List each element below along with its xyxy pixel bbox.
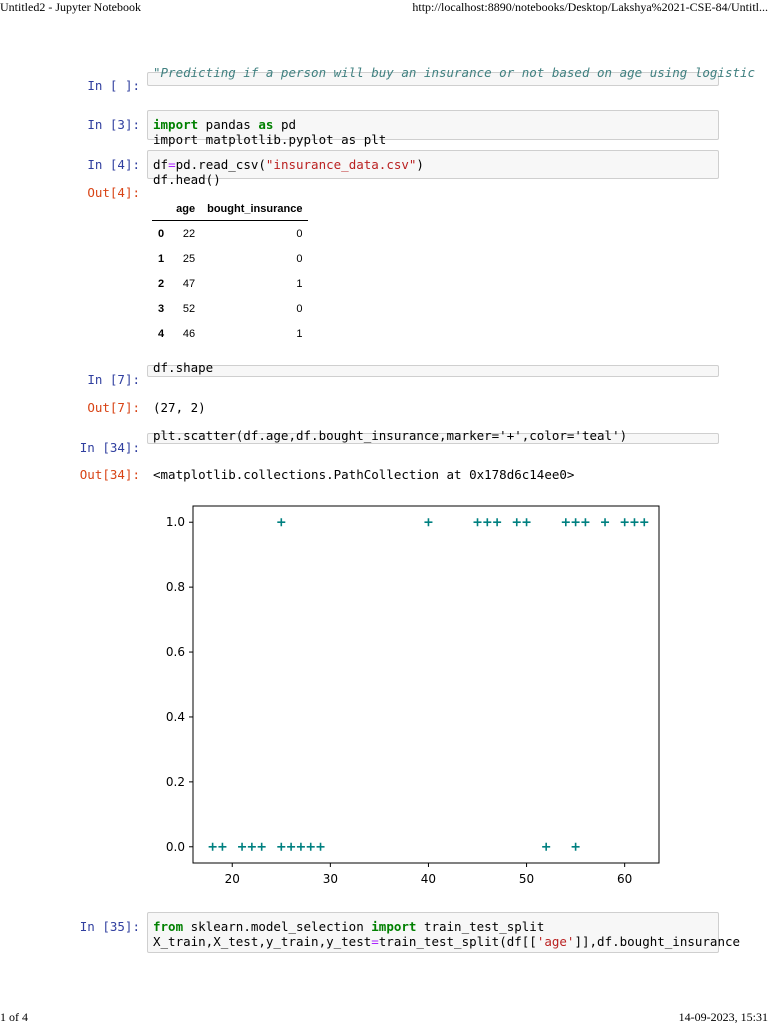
- page-url: http://localhost:8890/notebooks/Desktop/Lakshya%2021-CSE-84/Untitl...: [412, 0, 768, 14]
- scatter-point: [513, 518, 521, 526]
- cell-1-code: "Predicting if a person will buy an insurance or not based on age using logistic: [153, 65, 756, 80]
- y-tick-label: 0.0: [165, 839, 185, 854]
- scatter-point: [277, 518, 285, 526]
- x-tick-label: 20: [224, 872, 240, 886]
- code-text: df: [153, 157, 169, 172]
- cell-age: 47: [182, 277, 196, 290]
- y-tick-label: 0.8: [165, 580, 185, 595]
- page-number: 1 of 4: [0, 1010, 28, 1024]
- code-text: pd.read_csv(: [175, 157, 266, 172]
- y-tick-label: 0.6: [165, 645, 185, 660]
- index-header: [152, 198, 170, 221]
- cell-bought: 1: [296, 277, 303, 290]
- scatter-point: [601, 518, 609, 526]
- out-4-prompt: Out[4]:: [87, 185, 140, 200]
- x-tick-label: 60: [617, 872, 633, 886]
- keyword: as: [258, 117, 274, 132]
- scatter-point: [297, 843, 305, 851]
- code-text: pandas: [198, 117, 259, 132]
- column-header: bought_insurance: [201, 198, 308, 221]
- code-text: train_test_split: [416, 919, 545, 934]
- x-tick-label: 30: [322, 872, 338, 886]
- cell-3-prompt: In [4]:: [87, 157, 140, 172]
- cell-5-prompt: In [34]:: [79, 440, 140, 455]
- keyword: from: [153, 919, 184, 934]
- y-tick-label: 0.4: [165, 709, 185, 724]
- out-7-prompt: Out[7]:: [87, 400, 140, 415]
- table-row: [152, 221, 308, 247]
- cell-bought: 0: [296, 227, 303, 240]
- scatter-point: [287, 843, 295, 851]
- scatter-point: [572, 843, 580, 851]
- scatter-point: [493, 518, 501, 526]
- code-text: pd: [273, 117, 297, 132]
- cell-age: 22: [182, 227, 196, 240]
- y-tick-label: 0.2: [165, 774, 185, 789]
- out-34-prompt: Out[34]:: [79, 467, 140, 482]
- code-text: train_test_split(df[[: [378, 934, 537, 949]
- out-7-text: (27, 2): [153, 400, 206, 415]
- code-line-2: df.head(): [153, 172, 221, 187]
- table-row: [152, 246, 308, 271]
- scatter-point: [474, 518, 482, 526]
- out-34-text: <matplotlib.collections.PathCollection at 0x178d6c14ee0>: [153, 467, 575, 482]
- keyword: import: [371, 919, 417, 934]
- code-cell-5[interactable]: [147, 428, 719, 444]
- code-text: df.shape: [153, 360, 214, 375]
- cell-6-prompt: In [35]:: [79, 919, 140, 934]
- cell-1-prompt: In [ ]:: [87, 78, 140, 93]
- scatter-point: [424, 518, 432, 526]
- scatter-point: [523, 518, 531, 526]
- scatter-point: [562, 518, 570, 526]
- scatter-point: [640, 518, 648, 526]
- operator: =: [168, 157, 176, 172]
- scatter-point: [248, 843, 256, 851]
- code-cell-1[interactable]: [147, 65, 756, 86]
- code-text: ): [416, 157, 424, 172]
- cell-age: 25: [182, 252, 196, 265]
- table-row: [152, 296, 308, 321]
- scatter-point: [238, 843, 246, 851]
- row-index: 2: [158, 277, 165, 290]
- code-line-2: import matplotlib.pyplot as plt: [153, 132, 387, 147]
- y-tick-label: 1.0: [165, 515, 185, 530]
- row-index: 3: [158, 302, 165, 315]
- table-row: [152, 321, 308, 346]
- scatter-point: [572, 518, 580, 526]
- cell-age: 52: [182, 302, 196, 315]
- print-datetime: 14-09-2023, 15:31: [678, 1010, 768, 1024]
- row-index: 4: [158, 327, 165, 340]
- plot-frame: [193, 506, 659, 863]
- scatter-point: [621, 518, 629, 526]
- scatter-point: [317, 843, 325, 851]
- scatter-point: [218, 843, 226, 851]
- scatter-point: [630, 518, 638, 526]
- scatter-point: [307, 843, 315, 851]
- row-index: 1: [158, 252, 165, 265]
- cell-4-prompt: In [7]:: [87, 372, 140, 387]
- string-literal: 'age': [536, 934, 575, 949]
- scatter-point: [277, 843, 285, 851]
- string-literal: "insurance_data.csv": [265, 157, 417, 172]
- row-index: 0: [158, 227, 165, 240]
- scatter-point: [542, 843, 550, 851]
- cell-bought: 1: [296, 327, 303, 340]
- code-cell-3[interactable]: [147, 150, 719, 187]
- x-tick-label: 40: [420, 872, 437, 886]
- cell-bought: 0: [296, 302, 303, 315]
- code-cell-6[interactable]: [147, 912, 741, 953]
- table-header-row: [152, 198, 308, 221]
- scatter-point: [581, 518, 589, 526]
- scatter-point: [258, 843, 266, 851]
- scatter-point: [483, 518, 491, 526]
- code-text: ]],df.bought_insurance: [574, 934, 741, 949]
- cell-2-prompt: In [3]:: [87, 117, 140, 132]
- cell-age: 46: [182, 327, 196, 340]
- column-header: age: [170, 198, 201, 221]
- document-title: Untitled2 - Jupyter Notebook: [0, 0, 141, 14]
- operator: =: [371, 934, 379, 949]
- code-text: plt.scatter(df.age,df.bought_insurance,marker='+',color='teal'): [153, 428, 628, 443]
- table-row: [152, 271, 308, 296]
- x-tick-label: 50: [518, 872, 535, 886]
- dataframe-table: [152, 198, 308, 346]
- scatter-point: [209, 843, 217, 851]
- code-text: X_train,X_test,y_train,y_test: [153, 934, 372, 949]
- code-text: sklearn.model_selection: [183, 919, 372, 934]
- cell-bought: 0: [296, 252, 303, 265]
- code-cell-4[interactable]: [147, 360, 719, 377]
- keyword: import: [153, 117, 199, 132]
- code-cell-2[interactable]: [147, 110, 719, 147]
